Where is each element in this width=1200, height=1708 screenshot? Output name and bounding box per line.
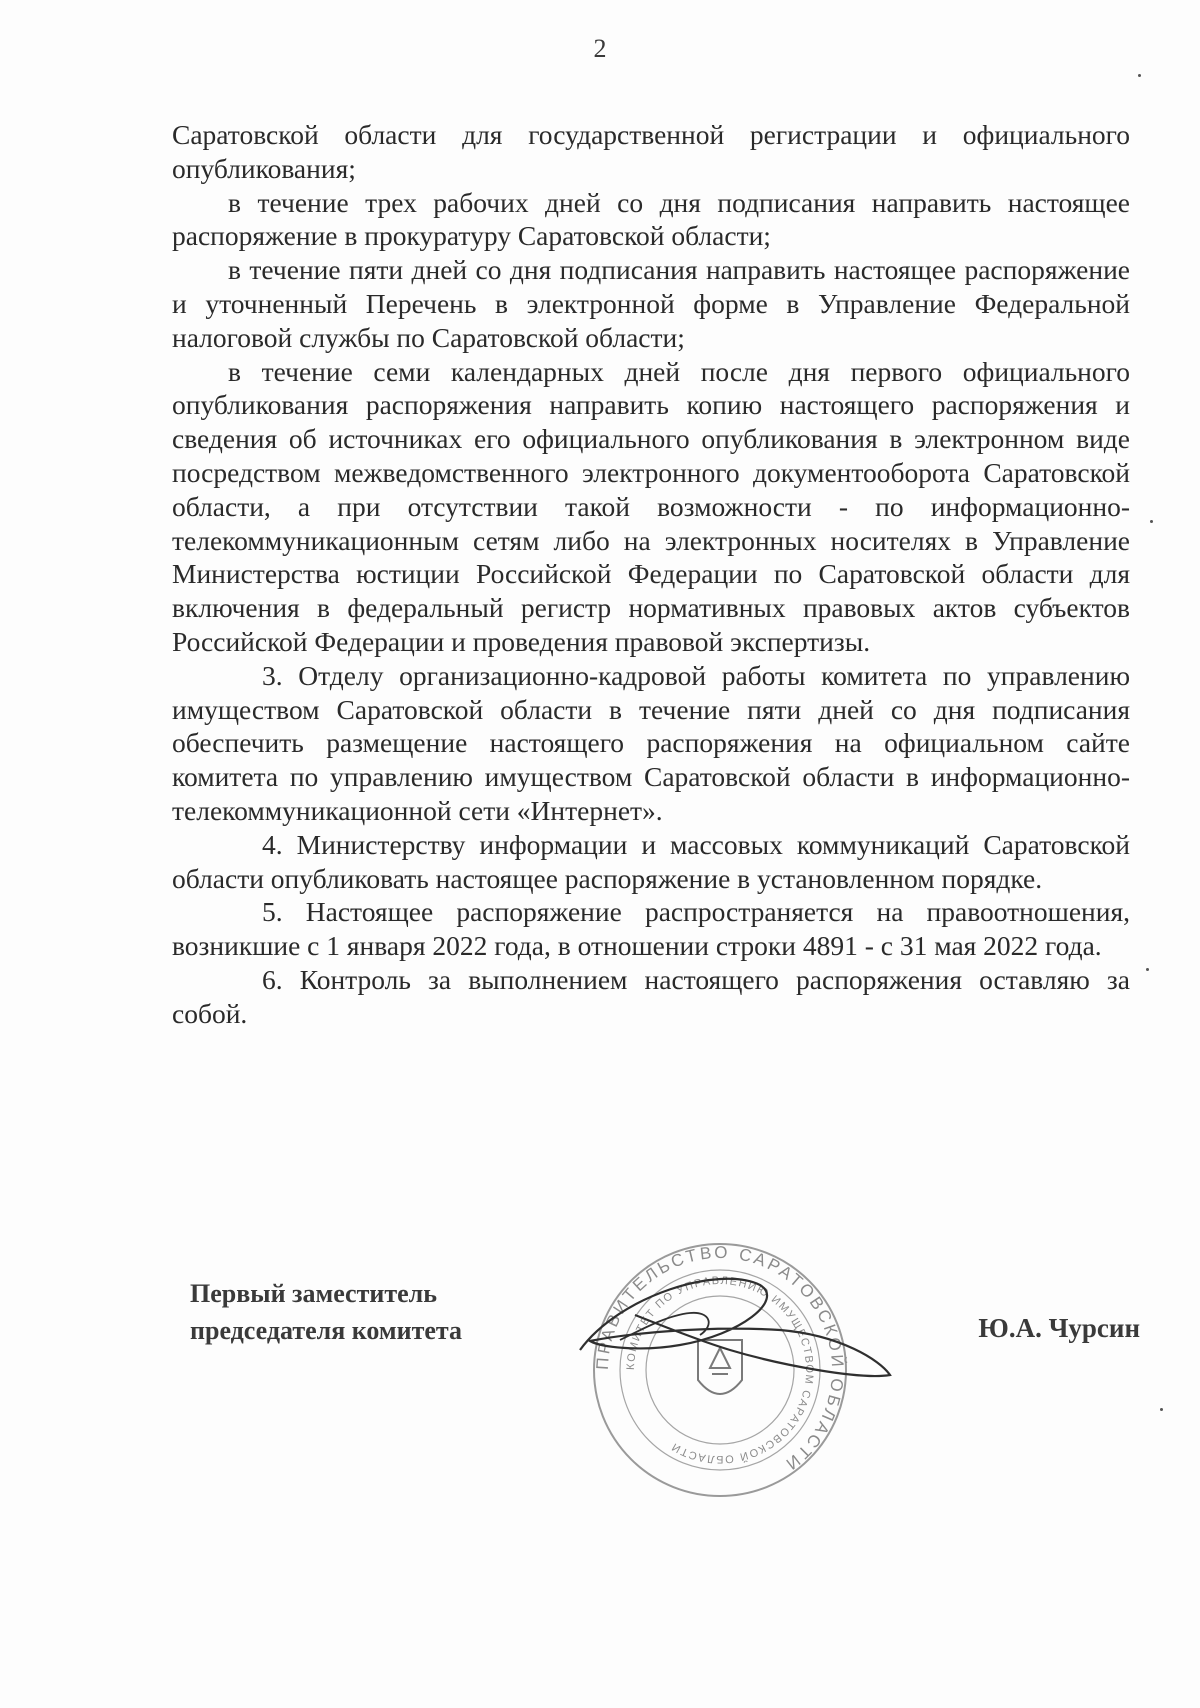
page-number: 2 xyxy=(593,34,607,63)
seal-inner-text: КОМИТЕТ ПО УПРАВЛЕНИЮ ИМУЩЕСТВОМ САРАТОВСКОЙ ОБЛАСТИ xyxy=(624,1274,816,1466)
scan-speck xyxy=(1146,968,1149,971)
signatory-title xyxy=(190,1275,462,1349)
paragraph: Саратовской области для государственной регистрации и официального опубликования; xyxy=(172,119,1130,184)
paragraph-item-6: 6. Контроль за выполнением настоящего распоряжения оставляю за собой. xyxy=(172,963,1130,1029)
paragraph: в течение трех рабочих дней со дня подписания направить настоящее распоряжение в прокуратуру Саратовской области; xyxy=(172,186,1130,252)
paragraph-item-5: 5. Настоящее распоряжение распространяется на правоотношения, возникшие с 1 января 2022 года, в отношении строки 4891 - с 31 мая 2022 года. xyxy=(172,896,1130,962)
paragraph: в течение семи календарных дней после дня первого официального опубликования распоряжения направить копию настоящего распоряжения и сведения об источниках его официального опубликования в электронном виде посредством межведомственного электронного документооборота Саратовской области, а при отсутствии такой возможности - по информационно-телекоммуникационным сетям либо на электронных носителях в Управление Министерства юстиции Российской Федерации по Саратовской области для включения в федеральный регистр нормативных правовых актов субъектов Российской Федерации и проведения правовой экспертизы. xyxy=(172,355,1130,657)
scan-speck xyxy=(1150,520,1153,523)
seal-outer-text: ПРАВИТЕЛЬСТВО САРАТОВСКОЙ ОБЛАСТИ xyxy=(592,1242,848,1476)
signature-block xyxy=(190,1275,1140,1535)
signatory-title-line2: председателя комитета xyxy=(190,1316,463,1345)
scan-speck xyxy=(1160,1408,1163,1411)
scan-speck xyxy=(1138,74,1141,77)
signatory-name: Ю.А. Чурсин xyxy=(978,1313,1140,1343)
paragraph: в течение пяти дней со дня подписания направить настоящее распоряжение и уточненный Перечень в электронной форме в Управление Федеральной налоговой службы по Саратовской области; xyxy=(172,254,1130,353)
paragraph-item-3: 3. Отделу организационно-кадровой работы комитета по управлению имуществом Саратовской области в течение пяти дней со дня подписания обеспечить размещение настоящего распоряжения на официальном сайте комитета по управлению имуществом Саратовской области в информационно-телекоммуникационной сети «Интернет». xyxy=(172,659,1130,826)
document-body xyxy=(172,118,1130,1031)
paragraph-item-4: 4. Министерству информации и массовых коммуникаций Саратовской области опубликовать настоящее распоряжение в установленном порядке. xyxy=(172,828,1130,894)
signatory-title-line1: Первый заместитель xyxy=(190,1279,437,1308)
